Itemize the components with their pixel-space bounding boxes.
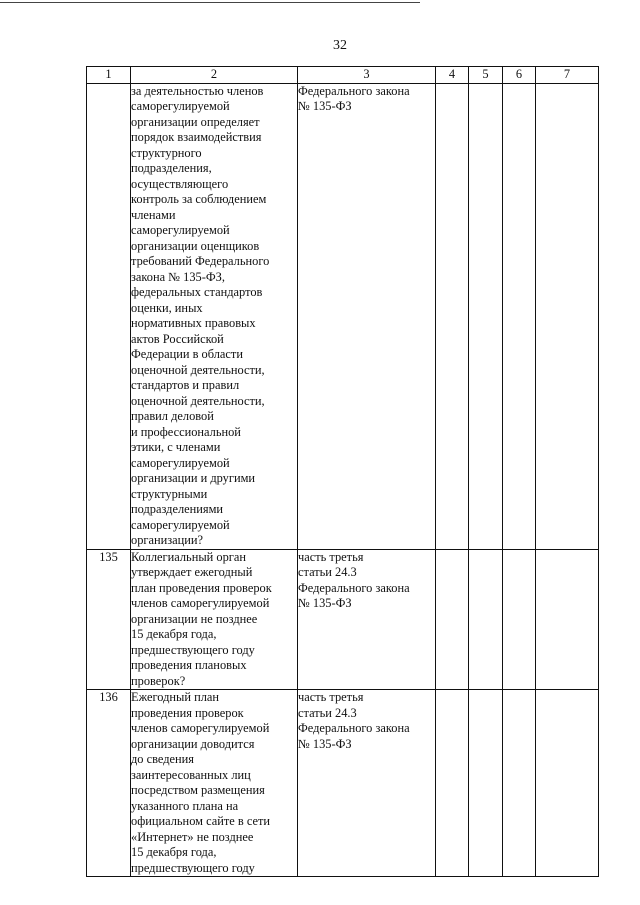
cell-text-line: оценочной деятельности, xyxy=(131,393,265,408)
cell-text-line: порядок взаимодействия xyxy=(131,130,262,144)
cell-text-line: подразделения, xyxy=(131,161,212,175)
cell-text-line: проверок? xyxy=(131,673,186,688)
row-number: 135 xyxy=(87,549,131,690)
column-header-4: 4 xyxy=(436,67,469,84)
empty-cell xyxy=(536,549,599,690)
column-header-7: 7 xyxy=(536,67,599,84)
header-row xyxy=(87,67,599,84)
column-header-1: 1 xyxy=(87,67,131,84)
cell-text-line: структурными xyxy=(131,486,208,501)
cell-text-line: Федерального закона xyxy=(298,580,410,595)
cell-text-line: «Интернет» не позднее xyxy=(131,829,254,844)
column-header-6: 6 xyxy=(503,67,536,84)
page-number: 32 xyxy=(333,38,347,53)
table-row xyxy=(87,549,599,690)
cell-text-line: требований Федерального xyxy=(131,254,270,268)
cell-text-line: посредством размещения xyxy=(131,783,265,797)
cell-text-line: организации? xyxy=(131,533,204,547)
cell-text-line: организации и другими xyxy=(131,471,256,485)
cell-text-line: закона № 135-ФЗ, xyxy=(131,269,225,284)
cell-text-line: организации не позднее xyxy=(131,611,258,626)
cell-text-line: этики, с членами xyxy=(131,440,221,454)
cell-text-line: предшествующего году xyxy=(131,642,255,657)
empty-cell xyxy=(536,690,599,877)
cell-text-line: проведения проверок xyxy=(131,705,244,720)
cell-text-line: федеральных стандартов xyxy=(131,285,263,299)
cell-text-line: Коллегиальный орган xyxy=(131,549,246,564)
cell-text-line: часть третья xyxy=(298,549,364,564)
table-row xyxy=(87,690,599,877)
cell-text-line: статьи 24.3 xyxy=(298,705,357,720)
cell-text-line: заинтересованных лиц xyxy=(131,767,251,782)
cell-text-line: Федерации в области xyxy=(131,347,243,361)
cell-text-line: оценки, иных xyxy=(131,300,203,315)
empty-cell xyxy=(536,83,599,549)
cell-text-line: указанного плана на xyxy=(131,798,239,813)
cell-text-line: № 135-ФЗ xyxy=(298,596,352,610)
cell-text-line: правил деловой xyxy=(131,409,214,423)
cell-text-line: нормативных правовых xyxy=(131,316,256,330)
cell-text-line: Ежегодный план xyxy=(131,690,220,704)
cell-text-line: план проведения проверок xyxy=(131,580,272,595)
question-cell xyxy=(131,549,298,690)
empty-cell xyxy=(436,690,469,877)
cell-text-line: организации определяет xyxy=(131,114,260,129)
cell-text-line: статьи 24.3 xyxy=(298,565,357,579)
legal-reference-cell xyxy=(298,549,436,690)
question-cell xyxy=(131,83,298,549)
cell-text-line: предшествующего году xyxy=(131,860,255,875)
legal-reference-cell xyxy=(298,690,436,877)
cell-text-line: саморегулируемой xyxy=(131,455,230,470)
row-number: 136 xyxy=(87,690,131,877)
cell-text-line: Федерального закона xyxy=(298,83,410,98)
cell-text-line: до сведения xyxy=(131,752,194,766)
empty-cell xyxy=(469,690,503,877)
cell-text-line: организации оценщиков xyxy=(131,238,260,253)
cell-text-line: Федерального закона xyxy=(298,721,410,735)
cell-text-line: членов саморегулируемой xyxy=(131,721,270,735)
cell-text-line: саморегулируемой xyxy=(131,223,230,237)
legal-reference-cell xyxy=(298,83,436,549)
cell-text-line: актов Российской xyxy=(131,331,224,346)
table-row xyxy=(87,83,599,549)
empty-cell xyxy=(503,549,536,690)
top-rule xyxy=(0,2,420,3)
empty-cell xyxy=(436,549,469,690)
column-header-5: 5 xyxy=(469,67,503,84)
cell-text-line: № 135-ФЗ xyxy=(298,99,352,113)
cell-text-line: 15 декабря года, xyxy=(131,627,217,641)
cell-text-line: членов саморегулируемой xyxy=(131,596,270,610)
empty-cell xyxy=(436,83,469,549)
cell-text-line: за деятельностью членов xyxy=(131,83,264,98)
empty-cell xyxy=(469,549,503,690)
column-header-3: 3 xyxy=(298,67,436,84)
cell-text-line: 15 декабря года, xyxy=(131,845,217,859)
empty-cell xyxy=(469,83,503,549)
cell-text-line: осуществляющего xyxy=(131,176,229,191)
cell-text-line: структурного xyxy=(131,145,202,160)
empty-cell xyxy=(503,690,536,877)
question-cell xyxy=(131,690,298,877)
cell-text-line: саморегулируемой xyxy=(131,99,230,113)
row-number xyxy=(87,83,131,549)
cell-text-line: контроль за соблюдением xyxy=(131,192,267,206)
cell-text-line: № 135-ФЗ xyxy=(298,736,352,751)
column-header-2: 2 xyxy=(131,67,298,84)
empty-cell xyxy=(503,83,536,549)
cell-text-line: подразделениями xyxy=(131,502,224,516)
checklist-table xyxy=(86,66,599,877)
cell-text-line: организации доводится xyxy=(131,736,255,751)
cell-text-line: саморегулируемой xyxy=(131,517,230,532)
cell-text-line: членами xyxy=(131,207,176,222)
cell-text-line: оценочной деятельности, xyxy=(131,362,265,377)
cell-text-line: стандартов и правил xyxy=(131,378,240,392)
cell-text-line: утверждает ежегодный xyxy=(131,565,253,579)
cell-text-line: часть третья xyxy=(298,690,364,704)
cell-text-line: официальном сайте в сети xyxy=(131,814,271,828)
cell-text-line: и профессиональной xyxy=(131,424,241,439)
cell-text-line: проведения плановых xyxy=(131,658,247,672)
